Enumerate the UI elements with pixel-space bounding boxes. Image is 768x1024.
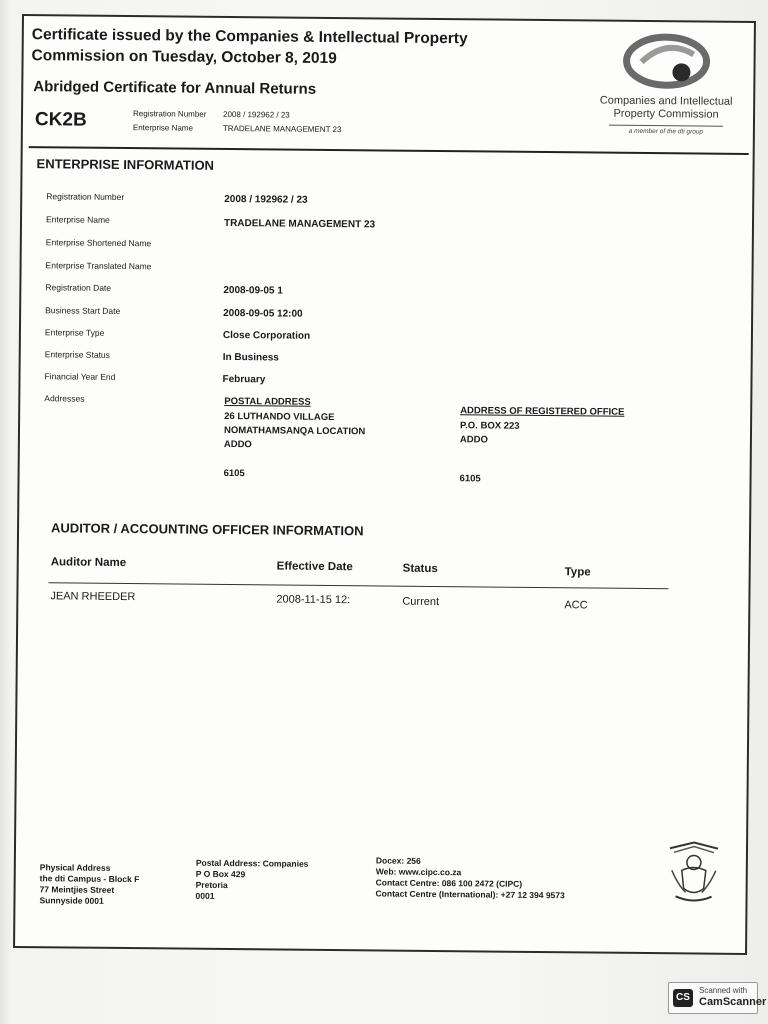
- auditor-row-date: 2008-11-15 12:: [276, 593, 351, 607]
- field-value-registration-date: 2008-09-05 1: [223, 284, 283, 297]
- footer-physical-line3: Sunnyside 0001: [39, 895, 104, 906]
- footer-postal-line4: 0001: [195, 890, 215, 901]
- field-label-enterprise-name: Enterprise Name: [45, 214, 110, 225]
- field-value-enterprise-name: TRADELANE MANAGEMENT 23: [223, 217, 376, 231]
- footer-physical-line2: 77 Meintjies Street: [39, 884, 115, 895]
- field-label-enterprise-type: Enterprise Type: [44, 327, 105, 338]
- logo-line2: Property Commission: [613, 107, 719, 121]
- footer-postal-line1: Postal Address: Companies: [195, 857, 309, 869]
- auditor-table-divider: [49, 582, 669, 589]
- field-label-shortened-name: Enterprise Shortened Name: [45, 237, 152, 249]
- camscanner-badge: [668, 982, 767, 1014]
- camscanner-icon: CS: [673, 989, 693, 1007]
- header-reg-number-value: 2008 / 192962 / 23: [223, 109, 290, 120]
- postal-address-heading: POSTAL ADDRESS: [224, 395, 311, 408]
- postal-address-line3: ADDO: [223, 438, 252, 451]
- coat-of-arms-icon: [663, 840, 724, 905]
- footer-docex: Docex: 256: [375, 855, 421, 866]
- registered-office-line2: ADDO: [459, 434, 488, 446]
- postal-address-line2: NOMATHAMSANQA LOCATION: [223, 424, 366, 438]
- camscanner-line2: CamScanner: [699, 996, 767, 1008]
- form-code: CK2B: [34, 109, 87, 131]
- field-label-registration-number: Registration Number: [46, 191, 125, 202]
- logo-member: a member of the dti group: [628, 127, 704, 136]
- auditor-col-name: Auditor Name: [50, 556, 127, 570]
- auditor-row-status: Current: [402, 595, 440, 609]
- header-reg-number-label: Registration Number: [133, 109, 207, 119]
- camscanner-line1: Scanned with: [699, 986, 748, 995]
- footer-contact-intl: Contact Centre (International): +27 12 394 9573: [375, 888, 565, 901]
- certificate-page: [13, 14, 756, 955]
- field-value-financial-year-end: February: [222, 373, 266, 386]
- postal-address-code: 6105: [223, 467, 245, 480]
- cipc-swoosh-icon: [621, 32, 712, 91]
- certificate-subtitle: Abridged Certificate for Annual Returns: [33, 78, 317, 98]
- footer-physical-line1: the dti Campus - Block F: [39, 873, 140, 885]
- footer-postal-line3: Pretoria: [195, 879, 228, 891]
- registered-office-heading: ADDRESS OF REGISTERED OFFICE: [460, 405, 625, 418]
- registered-office-code: 6105: [459, 473, 481, 485]
- footer-contact-block: [376, 855, 566, 901]
- certificate-title: Certificate issued by the Companies & Intellectual Property Commission on Tuesday, October 8, 2019: [31, 26, 468, 68]
- auditor-row-type: ACC: [564, 599, 588, 612]
- enterprise-section-title: ENTERPRISE INFORMATION: [36, 156, 215, 173]
- auditor-col-type: Type: [564, 566, 591, 579]
- auditor-row-name: JEAN RHEEDER: [50, 590, 136, 604]
- header-enterprise-name-label: Enterprise Name: [132, 123, 193, 133]
- auditor-col-date: Effective Date: [276, 560, 353, 574]
- footer-web: Web: www.cipc.co.za: [375, 866, 462, 878]
- footer-contact: Contact Centre: 086 100 2472 (CIPC): [375, 877, 523, 889]
- footer-postal-line2: P O Box 429: [195, 868, 246, 880]
- logo-line1: Companies and Intellectual: [599, 94, 733, 108]
- registered-office-line1: P.O. BOX 223: [460, 420, 520, 432]
- footer-physical-address: [39, 862, 139, 907]
- field-label-translated-name: Enterprise Translated Name: [45, 260, 152, 272]
- auditor-col-status: Status: [402, 562, 438, 576]
- field-value-registration-number: 2008 / 192962 / 23: [224, 193, 308, 206]
- field-value-enterprise-status: In Business: [222, 351, 279, 364]
- auditor-section-title: AUDITOR / ACCOUNTING OFFICER INFORMATION: [50, 520, 364, 539]
- field-label-financial-year-end: Financial Year End: [44, 371, 116, 382]
- field-label-business-start-date: Business Start Date: [45, 305, 121, 316]
- header-enterprise-name-value: TRADELANE MANAGEMENT 23: [222, 123, 342, 135]
- footer-physical-heading: Physical Address: [39, 862, 111, 873]
- field-label-addresses: Addresses: [44, 393, 85, 404]
- field-label-enterprise-status: Enterprise Status: [44, 349, 110, 360]
- postal-address-line1: 26 LUTHANDO VILLAGE: [224, 410, 335, 424]
- cipc-logo: [591, 31, 742, 152]
- field-label-registration-date: Registration Date: [45, 282, 112, 293]
- field-value-enterprise-type: Close Corporation: [222, 329, 311, 342]
- field-value-business-start-date: 2008-09-05 12:00: [223, 307, 303, 320]
- footer-postal-address: [195, 858, 308, 903]
